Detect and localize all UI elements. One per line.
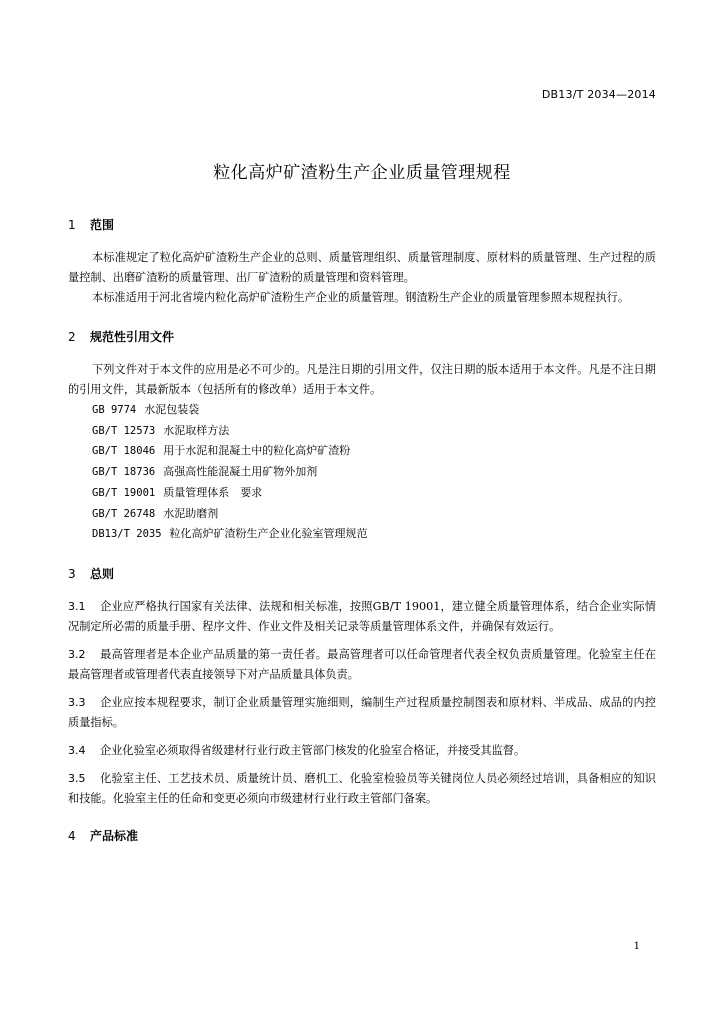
- section-number: 3: [68, 566, 76, 581]
- page-number: 1: [633, 941, 640, 952]
- clause-number: 3.4: [68, 743, 86, 757]
- reference-title: 水泥取样方法: [163, 423, 230, 437]
- reference-code: GB 9774: [92, 404, 137, 416]
- section-2-heading: [68, 327, 656, 347]
- clause-3-3: [68, 693, 656, 733]
- reference-item: [92, 441, 656, 462]
- reference-title: 用于水泥和混凝土中的粒化高炉矿渣粉: [163, 444, 351, 458]
- reference-title: 水泥助磨剂: [163, 506, 219, 520]
- reference-title: 高强高性能混凝土用矿物外加剂: [163, 465, 318, 479]
- clause-3-1: [68, 597, 656, 637]
- clause-text: 化验室主任、工艺技术员、质量统计员、磨机工、化验室检验员等关键岗位人员必须经过培训，具备相应的知识和技能。化验室主任的任命和变更必须向市级建材行业行政主管部门备案。: [68, 771, 656, 805]
- reference-item: [92, 483, 656, 504]
- section-title: 产品标准: [90, 828, 139, 843]
- section-number: 1: [68, 218, 76, 232]
- reference-code: GB/T 18736: [92, 466, 156, 479]
- clause-3-5: [68, 769, 656, 809]
- reference-code: GB/T 26748: [92, 507, 156, 520]
- section-1-heading: [68, 215, 656, 235]
- reference-title: 水泥包装袋: [144, 403, 200, 416]
- references-intro: 下列文件对于本文件的应用是必不可少的。凡是注日期的引用文件，仅注日期的版本适用于本文件。凡是不注日期的引用文件，其最新版本（包括所有的修改单）适用于本文件。: [68, 363, 656, 396]
- section-4-heading: [68, 826, 656, 846]
- clause-text: 企业应严格执行国家有关法律、法规和相关标准，按照GB/T 19001，建立健全质量管理体系，结合企业实际情况制定所必需的质量手册、程序文件、作业文件及相关记录等质量管理体系文件，并确保有效运行。: [68, 599, 656, 633]
- standard-code: DB13/T 2034—2014: [541, 88, 656, 101]
- reference-code: DB13/T 2035: [92, 528, 162, 541]
- reference-code: GB/T 18046: [92, 445, 156, 458]
- clause-number: 3.1: [68, 599, 86, 613]
- clause-3-4: [68, 741, 656, 761]
- clause-text: 企业化验室必须取得省级建材行业行政主管部门核发的化验室合格证，并接受其监督。: [100, 743, 526, 757]
- section-title: 范围: [90, 218, 115, 232]
- reference-item: [92, 504, 656, 525]
- section-3-heading: [68, 564, 656, 584]
- clause-number: 3.5: [68, 771, 86, 785]
- clause-number: 3.3: [68, 695, 86, 709]
- reference-item: [92, 421, 656, 442]
- section-number: 2: [68, 330, 76, 344]
- clause-text: 企业应按本规程要求，制订企业质量管理实施细则，编制生产过程质量控制图表和原材料、半成品、成品的内控质量指标。: [68, 695, 656, 729]
- reference-code: GB/T 12573: [92, 424, 156, 437]
- clause-3-2: [68, 645, 656, 685]
- reference-item: [92, 400, 656, 421]
- section-title: 规范性引用文件: [90, 330, 175, 344]
- document-body: [68, 215, 656, 859]
- reference-item: [92, 524, 656, 545]
- section-title: 总则: [90, 566, 115, 581]
- clause-text: 最高管理者是本企业产品质量的第一责任者。最高管理者可以任命管理者代表全权负责质量管理。化验室主任在最高管理者或管理者代表直接领导下对产品质量具体负责。: [68, 647, 656, 681]
- reference-code: GB/T 19001: [92, 486, 156, 499]
- reference-item: [92, 462, 656, 483]
- scope-paragraph: 本标准规定了粒化高炉矿渣粉生产企业的总则、质量管理组织、质量管理制度、原材料的质量管理、生产过程的质量控制、出磨矿渣粉的质量管理、出厂矿渣粉的质量管理和资料管理。: [68, 251, 656, 284]
- reference-title: 粒化高炉矿渣粉生产企业化验室管理规范: [169, 527, 368, 541]
- clause-number: 3.2: [68, 647, 86, 661]
- scope-paragraph: 本标准适用于河北省境内粒化高炉矿渣粉生产企业的质量管理。钢渣粉生产企业的质量管理参照本规程执行。: [92, 291, 630, 304]
- document-title: 粒化高炉矿渣粉生产企业质量管理规程: [213, 163, 511, 183]
- reference-list: [92, 400, 656, 545]
- reference-title: 质量管理体系 要求: [163, 485, 263, 499]
- section-number: 4: [68, 828, 76, 843]
